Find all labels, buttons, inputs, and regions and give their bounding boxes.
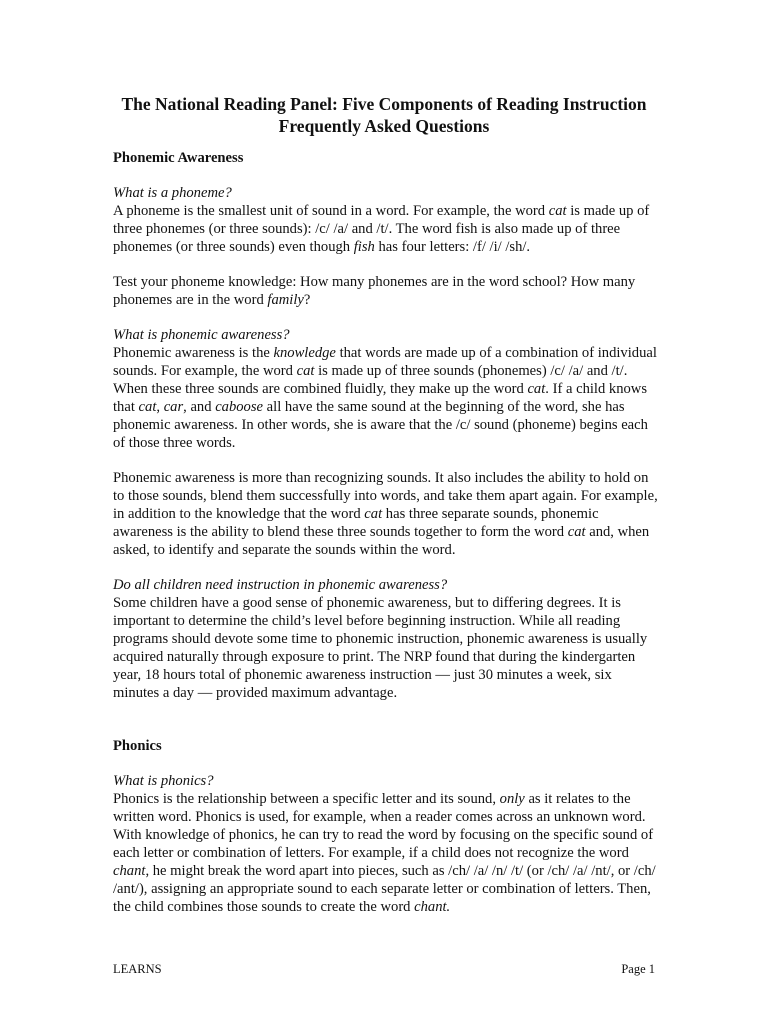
text-run: Phonemic awareness is the <box>113 345 274 361</box>
italic-term: chant. <box>414 899 451 915</box>
italic-term: cat <box>296 363 315 379</box>
answer-what-is-phonics <box>113 790 661 916</box>
italic-term: only <box>499 791 525 807</box>
footer-organization: LEARNS <box>113 962 162 976</box>
italic-term: family <box>267 292 304 308</box>
answer-phonemic-awareness-1 <box>113 344 661 452</box>
text-run: Phonics is the relationship between a specific letter and its sound, <box>113 791 500 807</box>
section-heading-phonics: Phonics <box>113 738 162 754</box>
section-heading-phonemic-awareness: Phonemic Awareness <box>113 150 244 166</box>
text-run: ? <box>303 292 311 308</box>
italic-term: chant <box>113 863 146 879</box>
text-run: , he might break the word apart into pieces, such as /ch/ /a/ /n/ /t/ (or /ch/ /a/ /nt/, or /ch/ /ant/), assigning an appropriate sound to each separate letter or combination of letters. Then, the child combines those sounds to create the word <box>113 863 656 915</box>
question-what-is-phonics: What is phonics? <box>113 773 214 789</box>
document-title <box>60 93 708 137</box>
title-line-1: The National Reading Panel: Five Components of Reading Instruction <box>121 94 647 114</box>
text-run: is made up of three sounds (phonemes) /c/ /a/ and /t/. When these three sounds are combined fluidly, they make up the word <box>113 363 628 397</box>
text-run: Test your phoneme knowledge: How many phonemes are in the word school? How many phonemes are in the word <box>113 274 636 308</box>
text-run: A phoneme is the smallest unit of sound in a word. For example, the word <box>113 203 549 219</box>
phoneme-knowledge-test <box>113 273 661 309</box>
text-run: has four letters: /f/ /i/ /sh/. <box>374 239 531 255</box>
question-what-is-phonemic-awareness: What is phonemic awareness? <box>113 327 290 343</box>
italic-term: knowledge <box>273 345 336 361</box>
text-run: all have the same sound at the beginning of the word, she has phonemic awareness. In other words, she is aware that the /c/ sound (phoneme) begins each of those three words. <box>113 399 648 451</box>
italic-term: car <box>163 399 184 415</box>
text-run: , and <box>183 399 216 415</box>
italic-term: cat <box>527 381 546 397</box>
italic-term: caboose <box>215 399 264 415</box>
text-run: Phonemic awareness is more than recognizing sounds. It also includes the ability to hold on to those sounds, blend them successfully into words, and take them apart again. For example, in addition to the knowledge that the word <box>113 470 658 522</box>
italic-term: cat <box>567 524 586 540</box>
italic-term: fish <box>353 239 375 255</box>
answer-phonemic-awareness-2 <box>113 469 661 559</box>
footer-page-number: Page 1 <box>621 962 655 976</box>
text-run: . If a child knows that <box>113 381 648 415</box>
question-instruction-needed: Do all children need instruction in phonemic awareness? <box>113 577 448 593</box>
text-run: , <box>156 399 164 415</box>
question-what-is-phoneme: What is a phoneme? <box>113 185 232 201</box>
title-line-2: Frequently Asked Questions <box>278 116 490 136</box>
italic-term: cat <box>364 506 383 522</box>
italic-term: cat <box>138 399 157 415</box>
italic-term: cat <box>548 203 567 219</box>
answer-instruction-needed: Some children have a good sense of phonemic awareness, but to differing degrees. It is important to determine the child’s level before beginning instruction. While all reading programs should devote some time to phonemic instruction, phonemic awareness is usually acquired naturally through exposure to print. The NRP found that during the kindergarten year, 18 hours total of phonemic awareness instruction — just 30 minutes a week, six minutes a day — provided maximum advantage. <box>113 595 648 701</box>
text-run: is made up of three phonemes (or three sounds): /c/ /a/ and /t/. The word fish is also made up of three phonemes (or three sounds) even though <box>113 203 650 255</box>
text-run: has three separate sounds, phonemic awareness is the ability to blend these three sounds together to form the word <box>113 506 599 540</box>
document-body <box>113 149 661 916</box>
text-run: as it relates to the written word. Phonics is used, for example, when a reader comes across an unknown word. With knowledge of phonics, he can try to read the word by focusing on the specific sound of each letter or combination of letters. For example, if a child does not recognize the word <box>113 791 654 861</box>
text-run: that words are made up of a combination of individual sounds. For example, the word <box>113 345 657 379</box>
text-run: and, when asked, to identify and separate the sounds within the word. <box>113 524 650 558</box>
answer-what-is-phoneme <box>113 202 661 256</box>
